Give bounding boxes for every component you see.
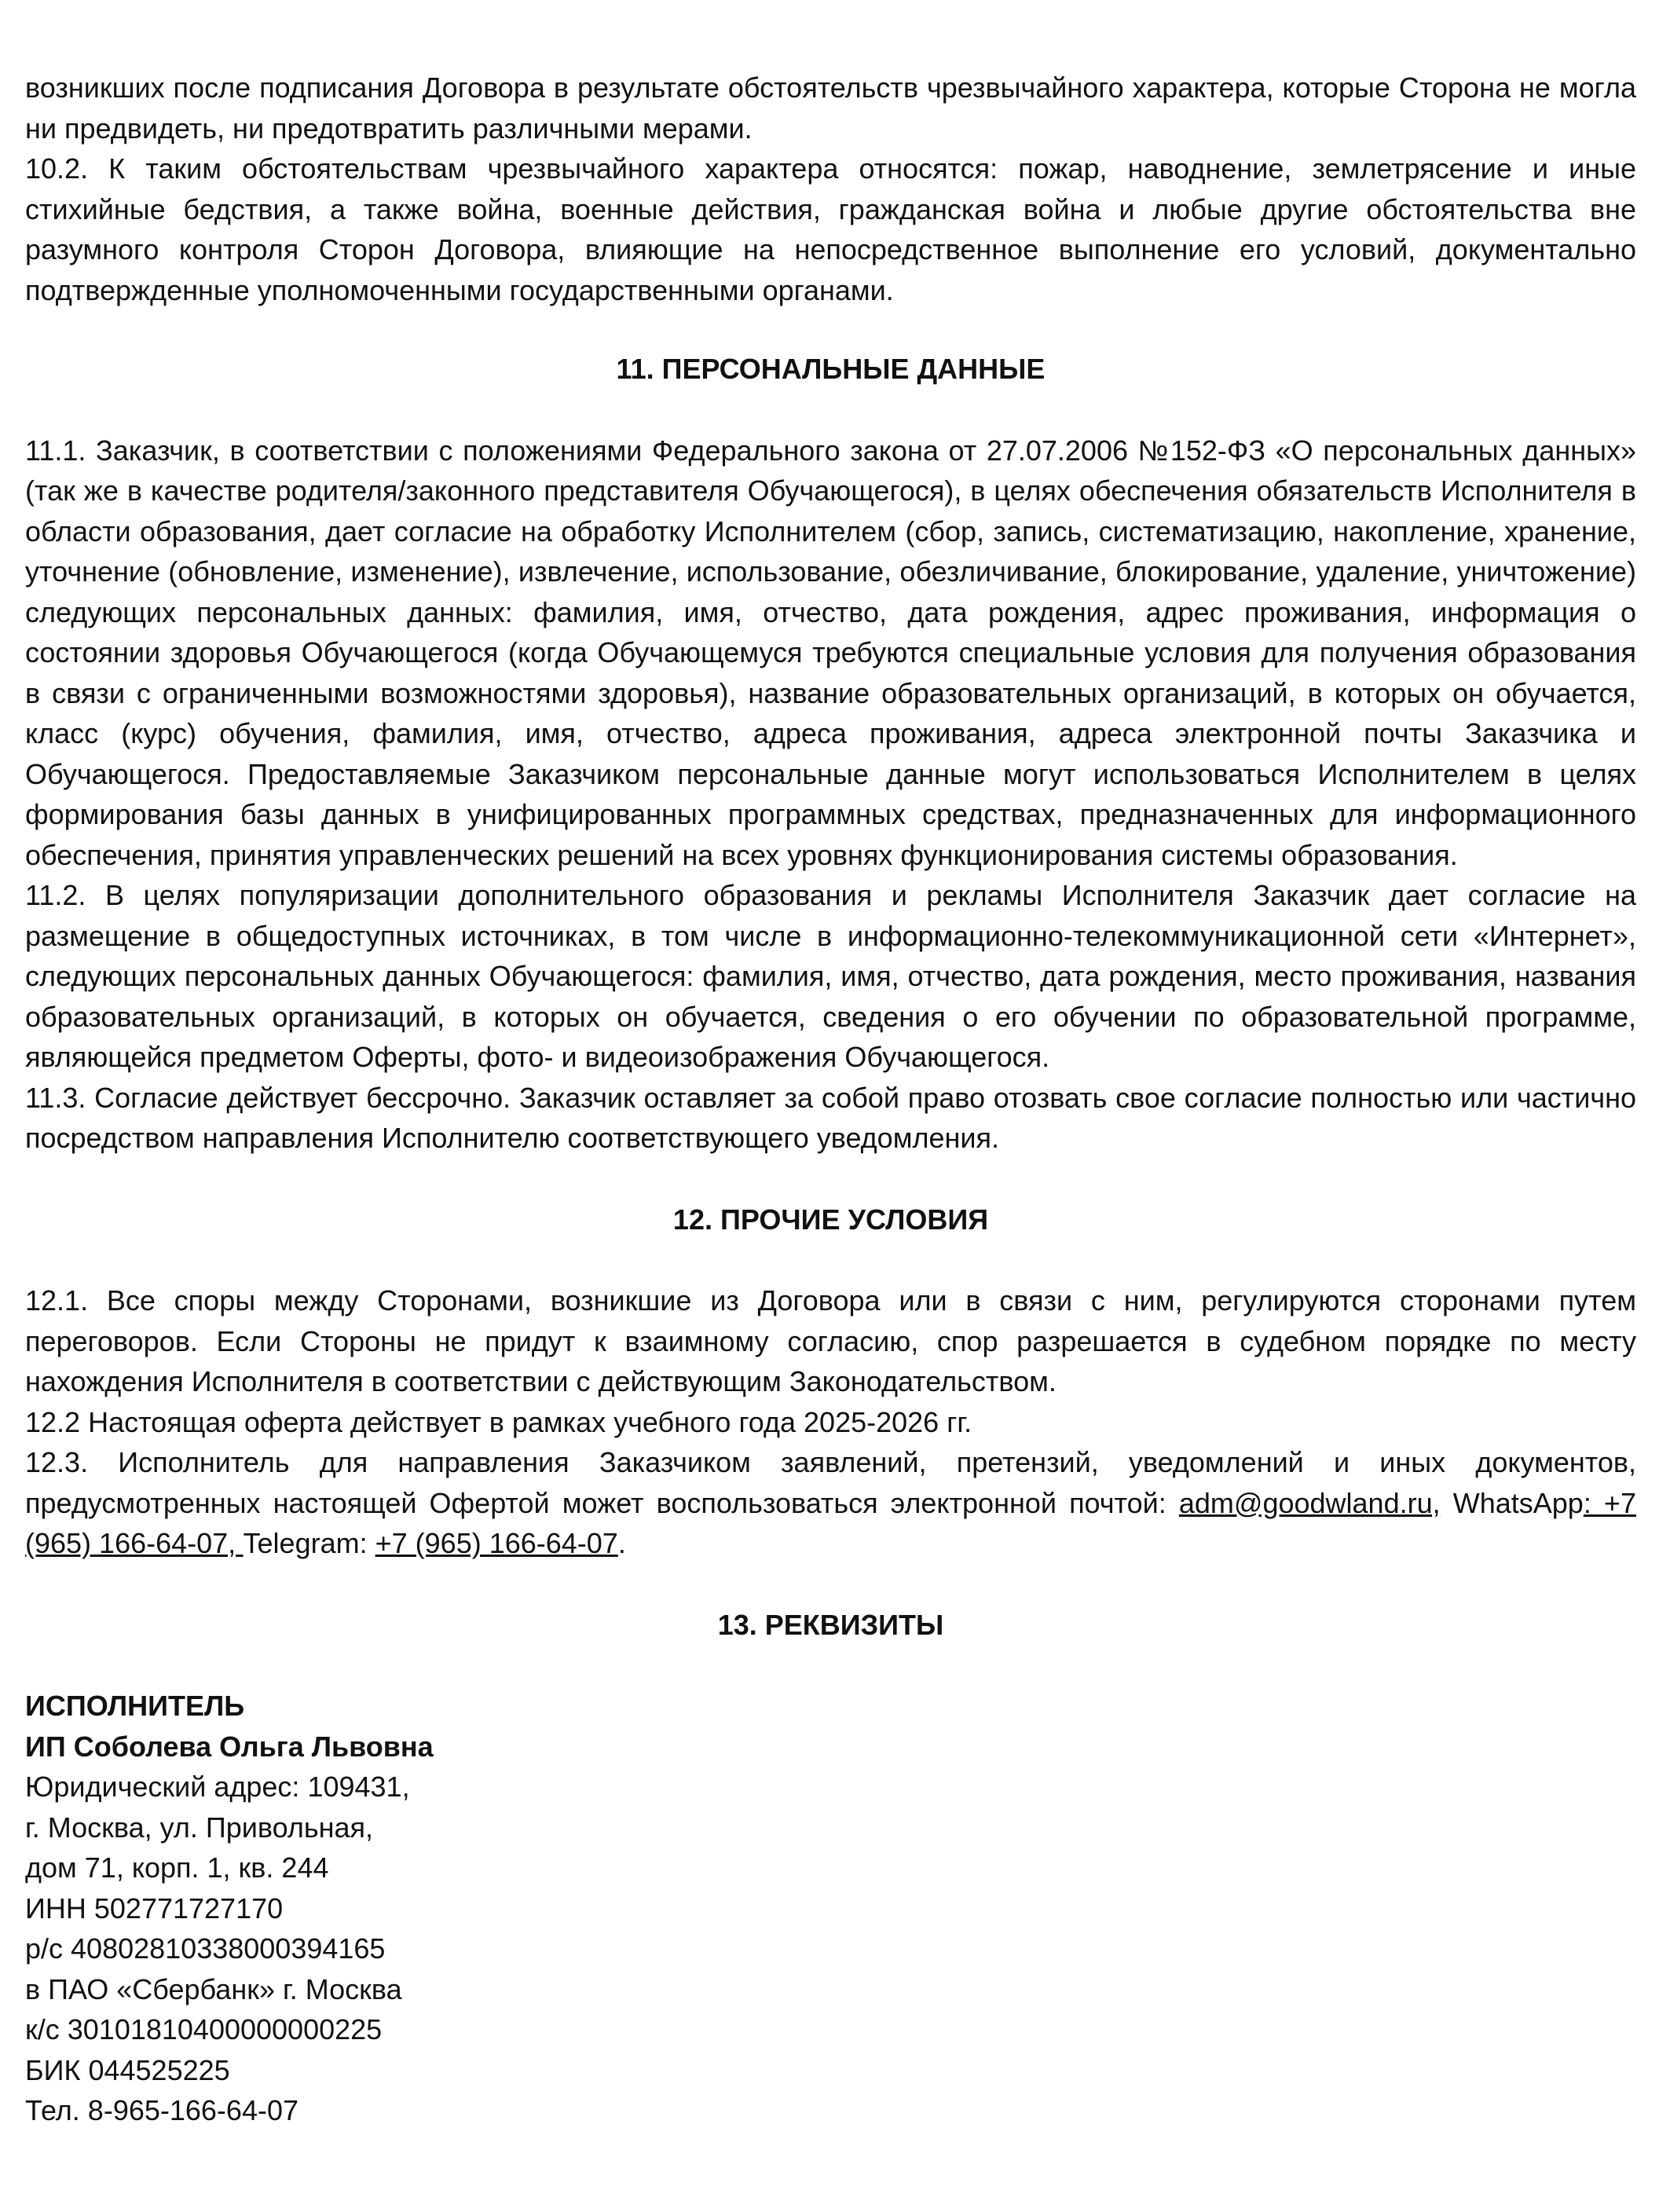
requisites-line: дом 71, корп. 1, кв. 244	[25, 1851, 329, 1884]
clause-12-3-text: 12.3. Исполнитель для направления Заказчиком заявлений, претензий, уведомлений и иных документов, предусмотренных настоящей Офертой может воспользоваться электронной почтой:	[25, 1446, 1636, 1519]
requisites-line: ИНН 502771727170	[25, 1892, 284, 1925]
requisites-line: в ПАО «Сбербанк» г. Москва	[25, 1972, 402, 2005]
clause-10-2: 10.2. К таким обстоятельствам чрезвычайного характера относятся: пожар, наводнение, землетрясение и иные стихийные бедствия, а также война, военные действия, гражданская война и любые другие обстоятельства вне разумного контроля Сторон Договора, влияющие на непосредственное выполнение его условий, документально подтвержденные уполномоченными государственными органами.	[25, 152, 1636, 306]
requisites-name: ИП Соболева Ольга Львовна	[25, 1730, 434, 1763]
clause-12-2: 12.2 Настоящая оферта действует в рамках учебного года 2025-2026 гг.	[25, 1405, 972, 1438]
requisites-line: г. Москва, ул. Привольная,	[25, 1811, 373, 1844]
clause-11-2: 11.2. В целях популяризации дополнительного образования и рекламы Исполнителя Заказчик дает согласие на размещение в общедоступных источниках, в том числе в информационно-телекоммуникационной сети «Интернет», следующих персональных данных Обучающегося: фамилия, имя, отчество, дата рождения, место проживания, названия образовательных организаций, в которых он обучается, сведения о его обучении по образовательной программе, являющейся предметом Оферты, фото- и видеоизображения Обучающегося.	[25, 879, 1636, 1073]
intro-paragraph-1: возникших после подписания Договора в результате обстоятельств чрезвычайного характера, которые Сторона не могла ни предвидеть, ни предотвратить различными мерами.	[25, 71, 1636, 145]
requisites-role: ИСПОЛНИТЕЛЬ	[25, 1690, 245, 1722]
requisites-line: к/с 30101810400000000225	[25, 2013, 383, 2045]
clause-11-3: 11.3. Согласие действует бессрочно. Заказчик оставляет за собой право отозвать свое согласие полностью или частично посредством направления Исполнителю соответствующего уведомления.	[25, 1081, 1636, 1154]
telegram-link[interactable]: +7 (965) 166-64-07	[375, 1527, 618, 1559]
requisites-line: БИК 044525225	[25, 2053, 230, 2086]
requisites-block	[25, 1686, 1636, 2131]
whatsapp-link[interactable]: : +7 (965) 166-64-07,	[25, 1486, 1636, 1559]
section-12-title: 12. ПРОЧИЕ УСЛОВИЯ	[672, 1203, 989, 1236]
email-link[interactable]: adm@goodwland.ru,	[1178, 1486, 1441, 1519]
clause-12-1: 12.1. Все споры между Сторонами, возникшие из Договора или в связи с ним, регулируются сторонами путем переговоров. Если Стороны не придут к взаимному согласию, спор разрешается в судебном порядке по месту нахождения Исполнителя в соответствии с действующим Законодательством.	[25, 1284, 1636, 1397]
requisites-line: Тел. 8-965-166-64-07	[25, 2094, 298, 2126]
clause-12-3-end: .	[617, 1527, 626, 1559]
clause-12-3	[25, 1442, 1636, 1564]
section-11-title: 11. ПЕРСОНАЛЬНЫЕ ДАННЫЕ	[616, 353, 1046, 385]
whatsapp-label: WhatsApp	[1452, 1486, 1584, 1519]
telegram-label: Telegram:	[243, 1527, 375, 1559]
clause-11-1: 11.1. Заказчик, в соответствии с положениями Федерального закона от 27.07.2006 №152-ФЗ «О персональных данных» (так же в качестве родителя/законного представителя Обучающегося), в целях обеспечения обязательств Исполнителя в области образования, дает согласие на обработку Исполнителем (сбор, запись, систематизацию, накопление, хранение, уточнение (обновление, изменение), извлечение, использование, обезличивание, блокирование, удаление, уничтожение) следующих персональных данных: фамилия, имя, отчество, дата рождения, адрес проживания, информация о состоянии здоровья Обучающегося (когда Обучающемуся требуются специальные условия для получения образования в связи с ограниченными возможностями здоровья), название образовательных организаций, в которых он обучается, класс (курс) обучения, фамилия, имя, отчество, адреса проживания, адреса электронной почты Заказчика и Обучающегося. Предоставляемые Заказчиком персональные данные могут использоваться Исполнителем в целях формирования базы данных в унифицированных программных средствах, предназначенных для информационного обеспечения, принятия управленческих решений на всех уровнях функционирования системы образования.	[25, 434, 1636, 871]
requisites-line: р/с 40802810338000394165	[25, 1932, 386, 1965]
requisites-line: Юридический адрес: 109431,	[25, 1771, 410, 1803]
section-13-title: 13. РЕКВИЗИТЫ	[717, 1608, 944, 1641]
